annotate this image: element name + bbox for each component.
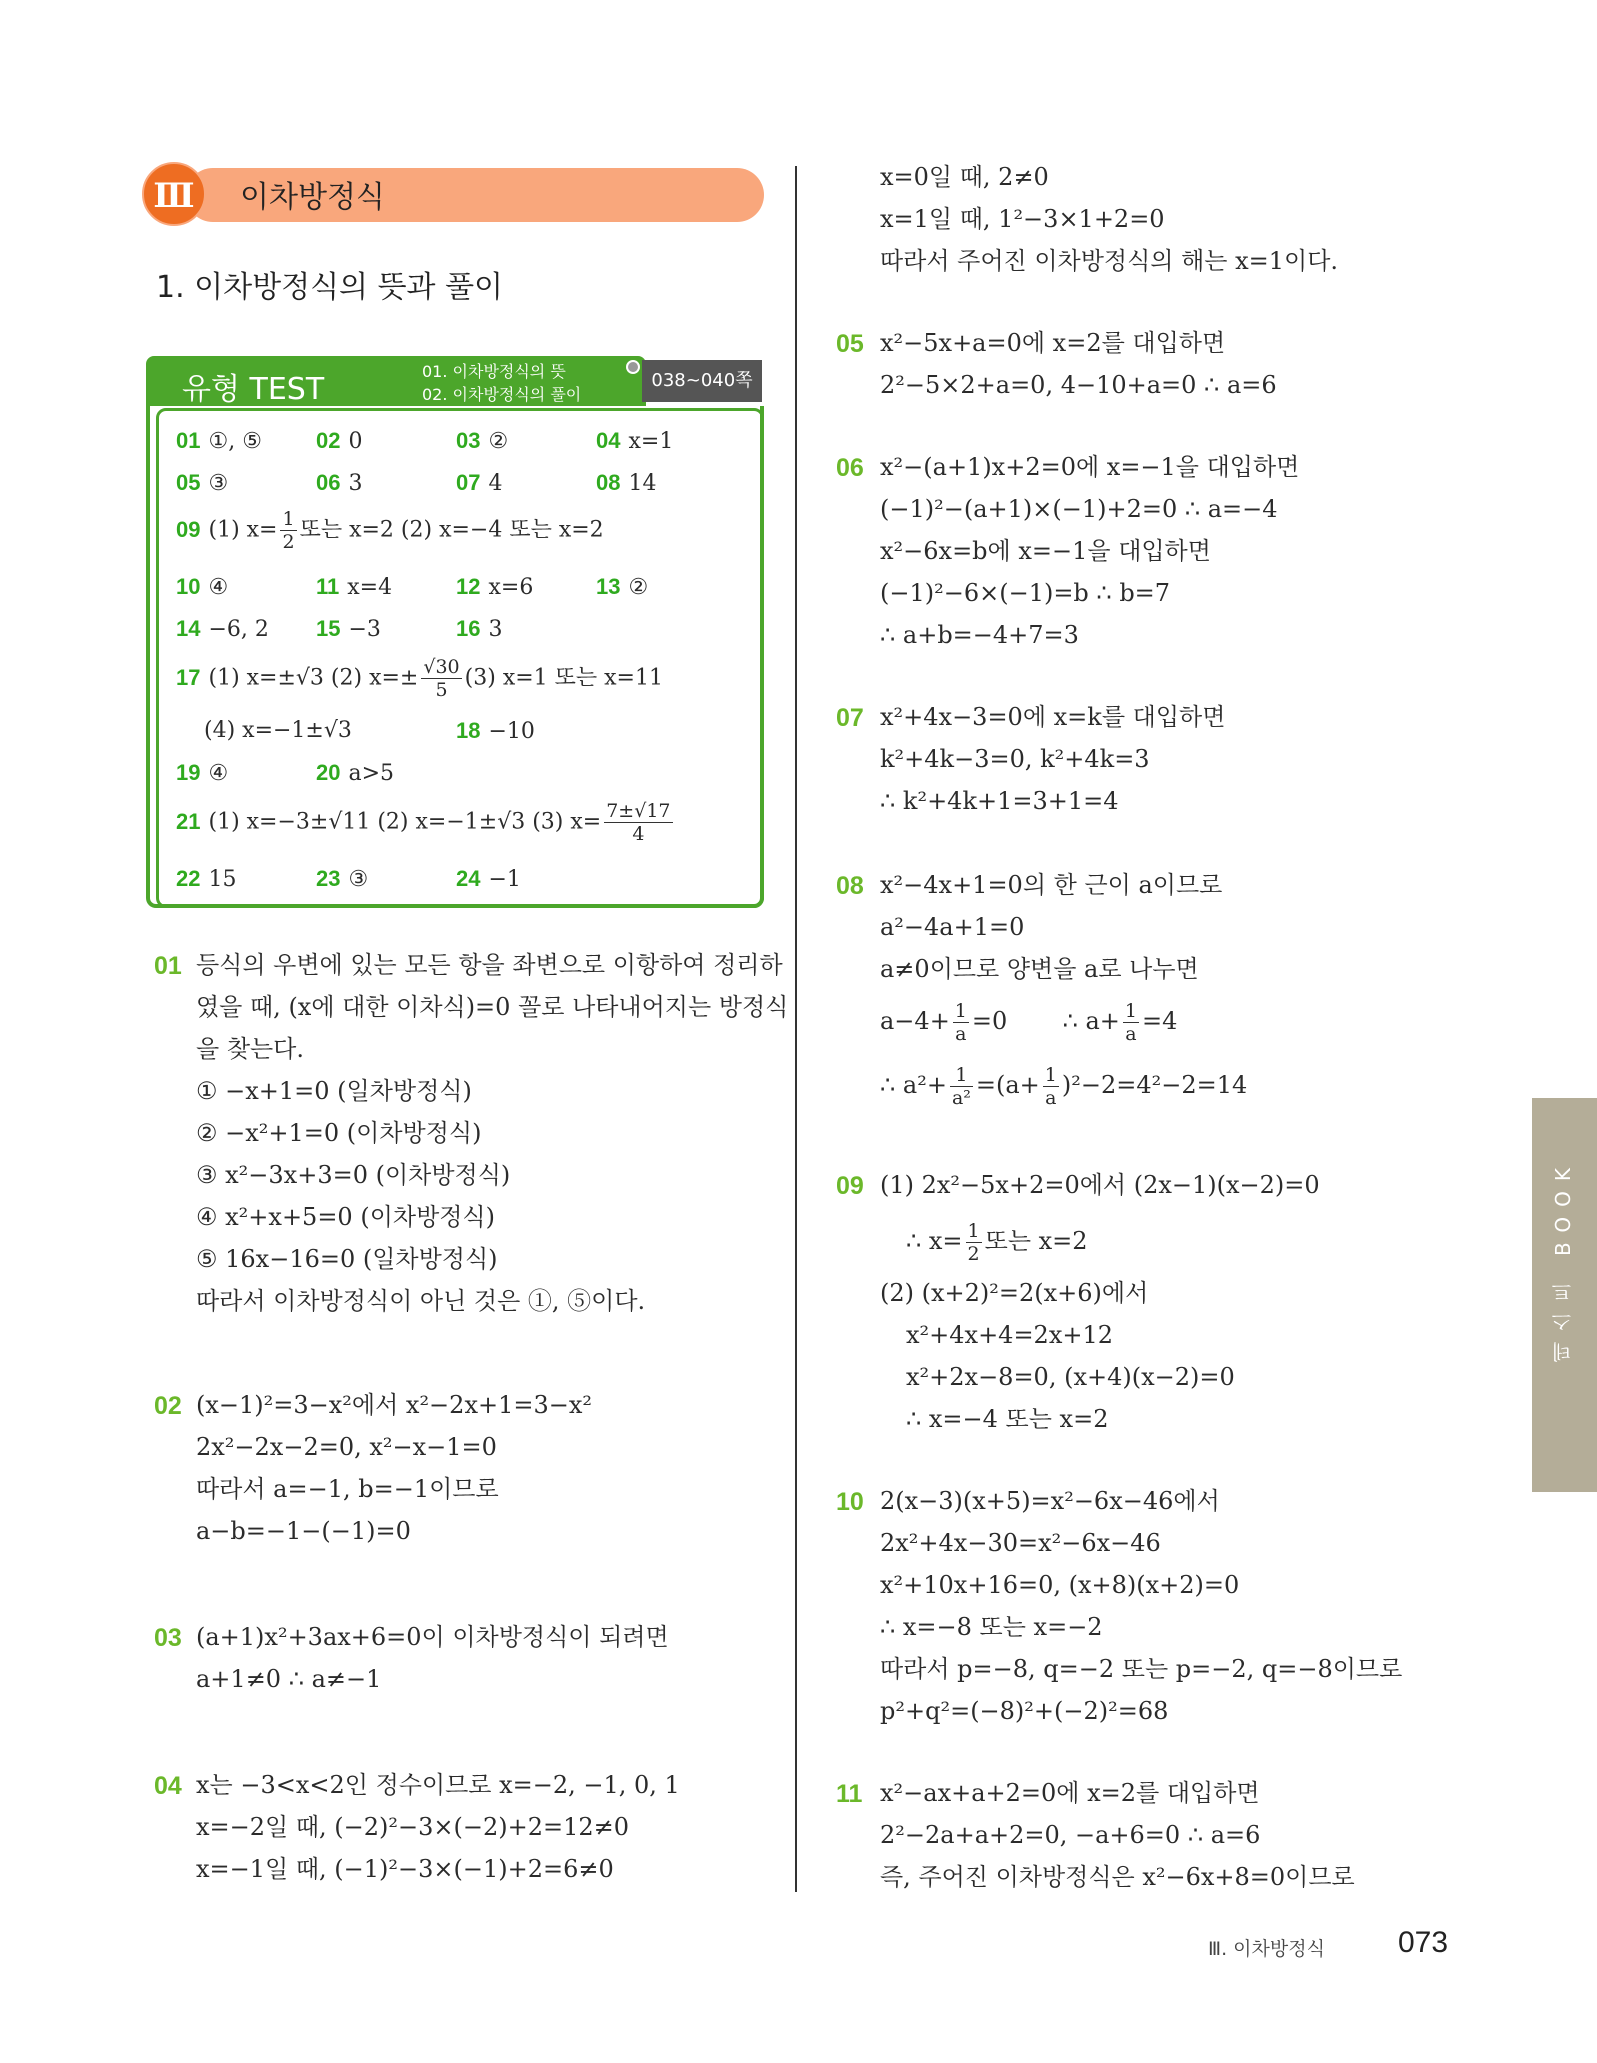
answer-item: 22 15 [176, 866, 237, 892]
test-box-topic-1: 01. 이차방정식의 뜻 [422, 362, 566, 381]
column-divider [795, 166, 797, 1892]
solution-number: 04 [154, 1772, 182, 1800]
solution-number: 05 [836, 330, 864, 358]
answer-item: 16 3 [456, 616, 503, 642]
answer-item: 05 ③ [176, 470, 229, 496]
solution-number: 01 [154, 952, 182, 980]
side-tab-label: 테스트 BOOK [1551, 1158, 1575, 1363]
solution-09-part-2: (2) (x+2)²=2(x+6)에서 x²+4x+4=2x+12 x²+2x−8=0, (x+4)(x−2)=0 ∴ x=−4 또는 x=2 [880, 1279, 1235, 1433]
answer-item: 07 4 [456, 470, 503, 496]
section-title: 1. 이차방정식의 뜻과 풀이 [156, 270, 504, 305]
solution-08-equation-1: a−4+ $\frac{1}{a}$ =0 ∴ a+ $\frac{1}{a}$ =4 [880, 1000, 1178, 1045]
chapter-banner [142, 162, 766, 228]
solution-number: 07 [836, 704, 864, 732]
solution-number: 09 [836, 1172, 864, 1200]
solution-07: x²+4x−3=0에 x=k를 대입하면 k²+4k−3=0, k²+4k=3 ∴ k²+4k+1=3+1=4 [880, 703, 1226, 815]
solution-number: 06 [836, 454, 864, 482]
answer-item: 20 a>5 [316, 760, 395, 786]
answer-item: 09 (1) x= $\frac{1}{2}$ 또는 x=2 (2) x=−4 또는 x=2 [176, 508, 604, 553]
solution-10: 2(x−3)(x+5)=x²−6x−46에서 2x²+4x−30=x²−6x−46 x²+10x+16=0, (x+8)(x+2)=0 ∴ x=−8 또는 x=−2 따라서 p=−8, q=−2 또는 p=−2, q=−8이므로 p²+q²=(−8)²+(−2)²=68 [880, 1487, 1403, 1725]
answer-item: 11 x=4 [316, 574, 393, 600]
solution-09-part-1: (1) 2x²−5x+2=0에서 (2x−1)(x−2)=0 [880, 1171, 1320, 1199]
solution-04: x는 −3<x<2인 정수이므로 x=−2, −1, 0, 1 x=−2일 때, (−2)²−3×(−2)+2=12≠0 x=−1일 때, (−1)²−3×(−1)+2=6≠0 [196, 1771, 680, 1883]
page-number: 073 [1398, 1926, 1449, 1959]
solution-08-equation-2: ∴ a²+ $\frac{1}{\text{a²}}$ =(a+ $\frac{1}{a}$ )²−2=4²−2=14 [880, 1064, 1248, 1109]
side-tab [1532, 1098, 1597, 1492]
page-tag-dot [626, 360, 640, 374]
test-box-topic-2: 02. 이차방정식의 풀이 [422, 385, 582, 404]
answer-item: 24 −1 [456, 866, 521, 892]
solution-05: x²−5x+a=0에 x=2를 대입하면 2²−5×2+a=0, 4−10+a=0 ∴ a=6 [880, 329, 1277, 399]
solution-number: 11 [836, 1780, 863, 1808]
solution-number: 03 [154, 1624, 182, 1652]
answer-item: 13 ② [596, 574, 649, 600]
solution-11: x²−ax+a+2=0에 x=2를 대입하면 2²−2a+a+2=0, −a+6=0 ∴ a=6 즉, 주어진 이차방정식은 x²−6x+8=0이므로 [880, 1779, 1355, 1891]
answer-item-continued: (4) x=−1±√3 [204, 718, 352, 743]
answer-item: 02 0 [316, 428, 363, 454]
solution-04-continued: x=0일 때, 2≠0 x=1일 때, 1²−3×1+2=0 따라서 주어진 이차방정식의 해는 x=1이다. [880, 163, 1339, 275]
answer-item: 14 −6, 2 [176, 616, 269, 642]
solution-01: 등식의 우변에 있는 모든 항을 좌변으로 이항하여 정리하 였을 때, (x에 대한 이차식)=0 꼴로 나타내어지는 방정식 을 찾는다. ① −x+1=0 (일차방정식) ② −x²+1=0 (이차방정식) ③ x²−3x+3=0 (이차방정식) ④ x²+x+5=0 (이차방정식) ⑤ 16x−16=0 (일차방정식) 따라서 이차방정식이 아닌 것은 ①, ⑤이다. [196, 951, 789, 1315]
footer-chapter: Ⅲ. 이차방정식 [1208, 1938, 1325, 1960]
answer-item: 08 14 [596, 470, 657, 496]
chapter-title: 이차방정식 [240, 180, 385, 215]
solution-06: x²−(a+1)x+2=0에 x=−1을 대입하면 (−1)²−(a+1)×(−1)+2=0 ∴ a=−4 x²−6x=b에 x=−1을 대입하면 (−1)²−6×(−1)=b ∴ b=7 ∴ a+b=−4+7=3 [880, 453, 1300, 649]
test-box-header [146, 356, 646, 406]
solution-number: 10 [836, 1488, 864, 1516]
solution-09-root: ∴ x= $\frac{1}{2}$ 또는 x=2 [906, 1220, 1088, 1265]
answer-item: 21 (1) x=−3±√11 (2) x=−1±√3 (3) x= $\frac{7\pm√17}{4}$ [176, 800, 671, 845]
page-reference-tag: 038~040쪽 [642, 360, 762, 402]
answer-item: 15 −3 [316, 616, 381, 642]
answer-item: 17 (1) x=±√3 (2) x=± $\frac{√30}{5}$ (3) x=1 또는 x=11 [176, 656, 663, 701]
answer-item: 23 ③ [316, 866, 369, 892]
solution-08: x²−4x+1=0의 한 근이 a이므로 a²−4a+1=0 a≠0이므로 양변을 a로 나누면 [880, 871, 1223, 983]
answer-item: 19 ④ [176, 760, 229, 786]
chapter-number-badge: Ⅲ [142, 162, 206, 226]
answer-item: 10 ④ [176, 574, 229, 600]
answer-item: 03 ② [456, 428, 509, 454]
answer-item: 12 x=6 [456, 574, 534, 600]
answer-item: 06 3 [316, 470, 363, 496]
answer-item: 01 ①, ⑤ [176, 428, 262, 454]
answer-item: 18 −10 [456, 718, 535, 744]
solution-number: 02 [154, 1392, 182, 1420]
test-box-title: 유형 TEST [182, 372, 325, 407]
solution-02: (x−1)²=3−x²에서 x²−2x+1=3−x² 2x²−2x−2=0, x²−x−1=0 따라서 a=−1, b=−1이므로 a−b=−1−(−1)=0 [196, 1391, 592, 1545]
solution-03: (a+1)x²+3ax+6=0이 이차방정식이 되려면 a+1≠0 ∴ a≠−1 [196, 1623, 669, 1693]
solution-number: 08 [836, 872, 864, 900]
answer-item: 04 x=1 [596, 428, 674, 454]
